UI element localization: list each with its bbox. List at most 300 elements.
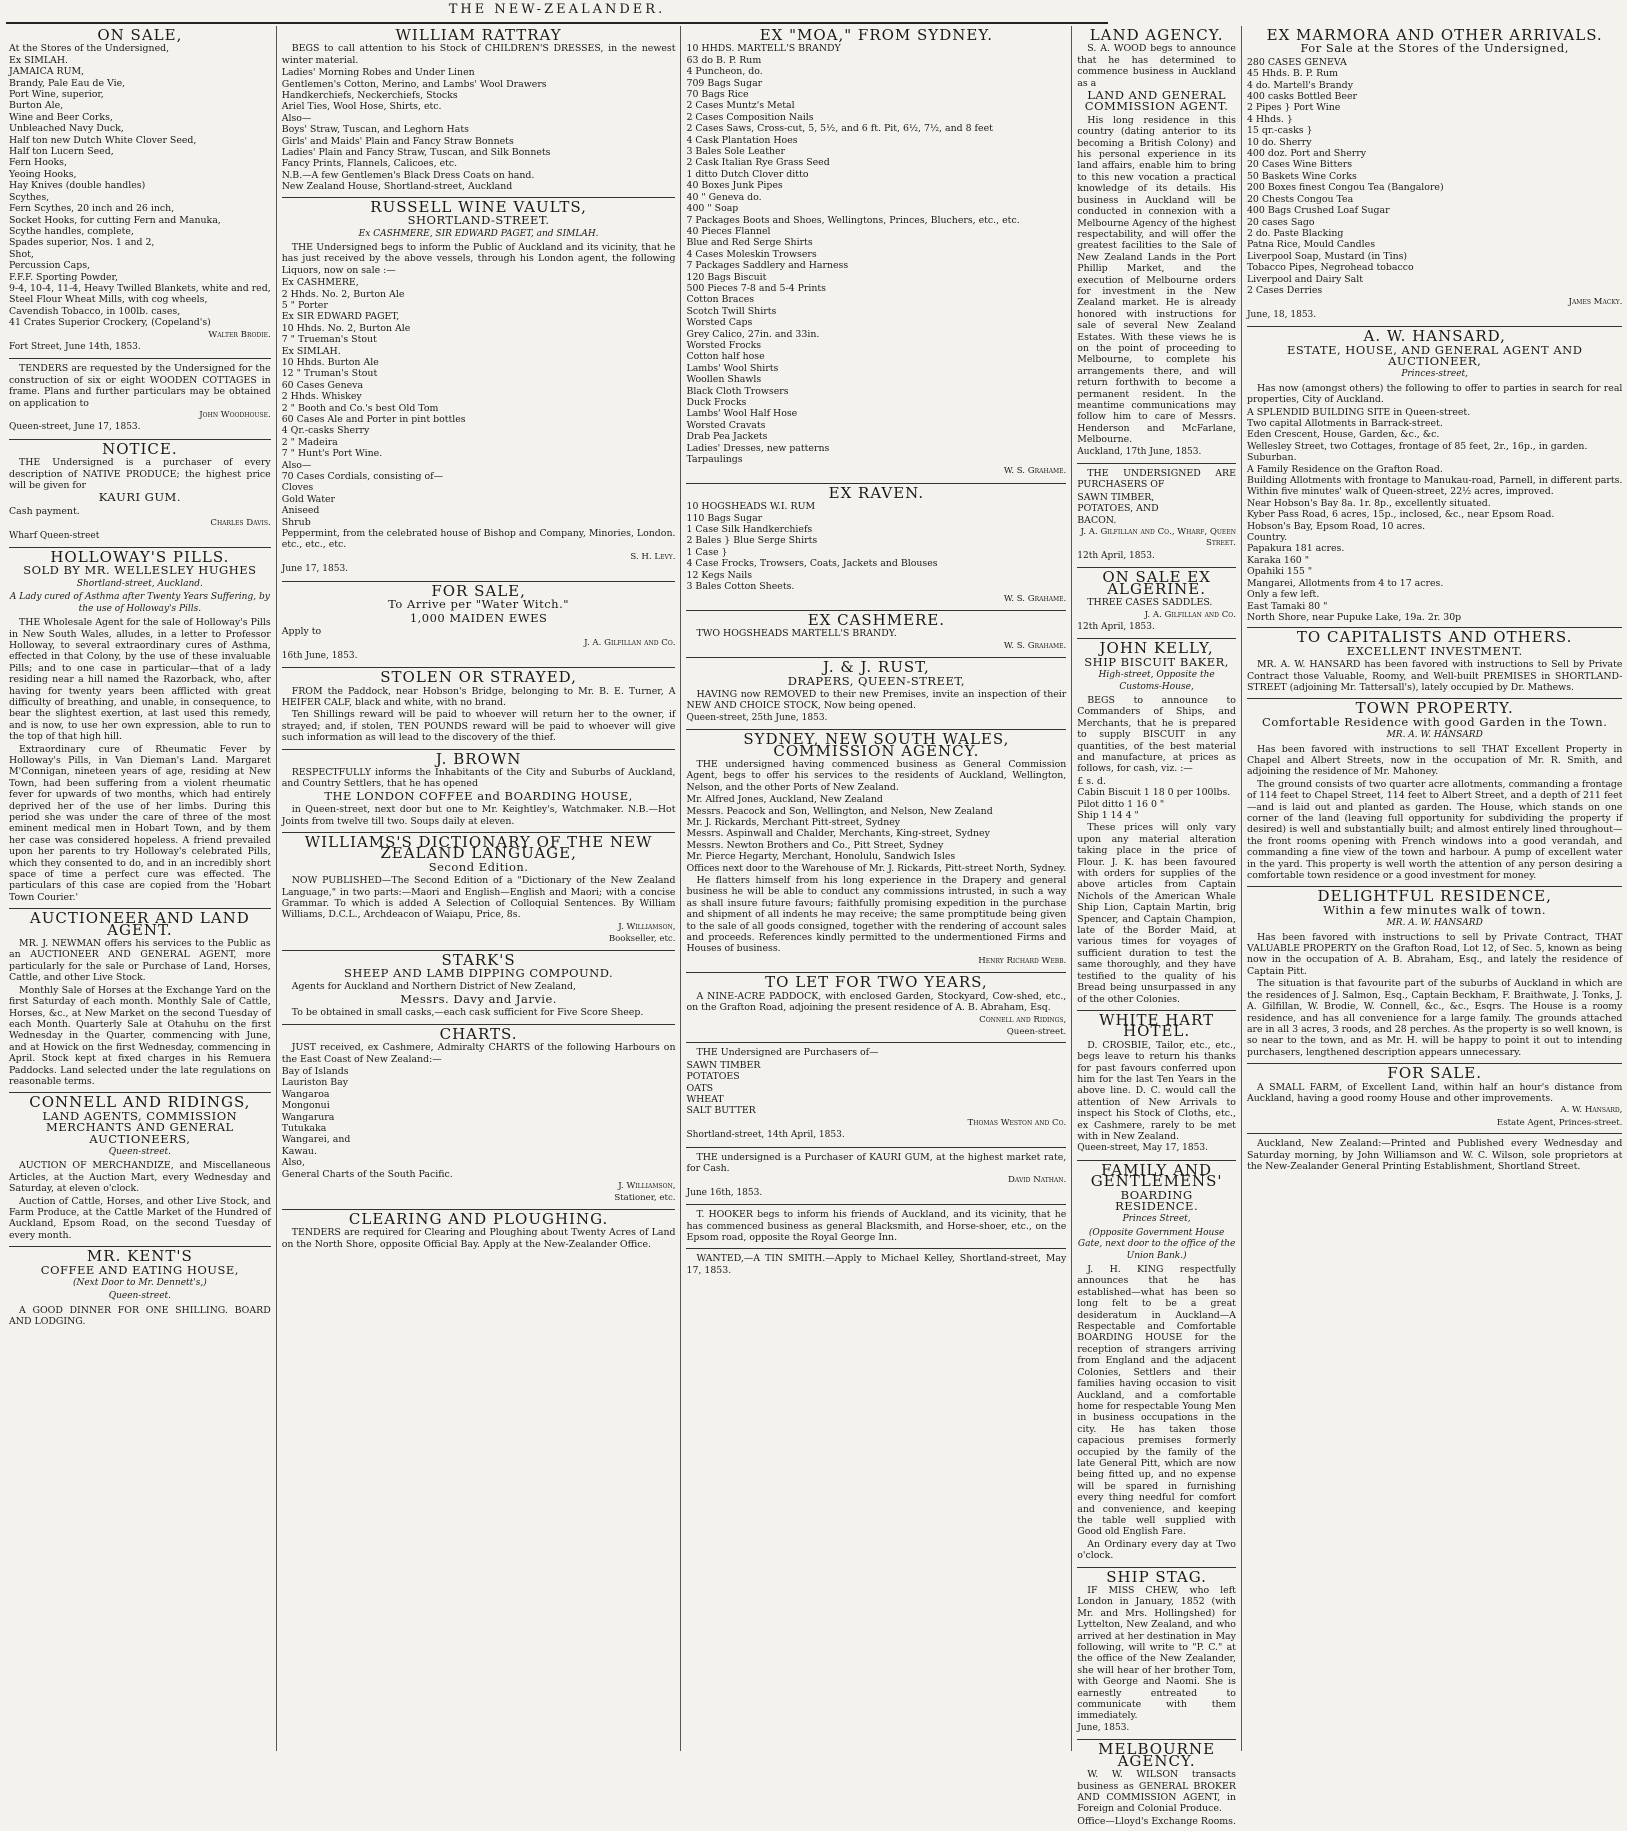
ad-title: CHARTS. (439, 1024, 518, 1043)
ad-date: June 16th, 1853. (686, 1187, 763, 1198)
ad-subtitle: Second Edition. (428, 859, 529, 874)
ad-list-item: Ex SIR EDWARD PAGET, (281, 311, 400, 323)
ad-list-item: Duck Frocks (686, 397, 747, 408)
ad-list-item: Fern Scythes, 20 inch and 26 inch, (9, 203, 175, 215)
ad-subtitle: LAND AGENTS, COMMISSION MERCHANTS AND GENERAL AUCTIONEERS, (42, 1108, 238, 1146)
ad-list-item: Yeoing Hooks, (9, 168, 77, 180)
ad-list-item: Also, (281, 1157, 305, 1169)
advertisement (686, 1249, 1066, 1281)
ad-body: AUCTION OF MERCHANDIZE, and Miscellaneous Articles, at the Auction Mart, every Wednesday and Saturday, at eleven o'clock. (9, 1160, 271, 1195)
ad-list-item: £ s. d. (1077, 775, 1106, 787)
ad-list-item: BACON. (1077, 514, 1117, 526)
ad-signature-line: Estate Agent, Princes-street. (1496, 1117, 1623, 1128)
ad-signature: J. A. Gilfillan and Co. (1144, 609, 1236, 620)
ad-body: Auckland, New Zealand:—Printed and Published every Wednesday and Saturday morning, by John Williamson and W. C. Wilson, sole proprietors at the New-Zealander General Printing Establishment, Shortland Street. (1246, 1138, 1623, 1172)
ad-body: W. W. WILSON transacts business as GENERAL BROKER AND COMMISSION AGENT, in Foreign and Colonial Produce. (1077, 1769, 1236, 1815)
ad-list-item: Messrs. Newton Brothers and Co., Pitt Street, Sydney (686, 839, 944, 851)
column-2 (277, 26, 682, 1751)
ad-subheading: High-street, Opposite the Customs-House, (1098, 670, 1215, 692)
ad-body: MR. J. NEWMAN offers his services to the Public as an AUCTIONEER AND GENERAL AGENT, more particularly for the sale or Purchase of Land, Horses, Cattle, and other Live Stock. (9, 938, 271, 984)
ad-subtitle: For Sale at the Stores of the Undersigned, (1300, 41, 1569, 56)
ad-subtitle: EXCELLENT INVESTMENT. (1346, 643, 1523, 658)
ad-body: The situation is that favourite part of the suburbs of Auckland in which are the residences of J. Salmon, Esq., Captain Beckham, F. Braithwate, J. Tonks, J. A. Gilfillan, W. Brodie, W. Connell, &c., &c., Esqrs. The House is a roomy residence, and has all convenience for a large family. The grounds attached are in all 3 acres, 3 roods, and 28 perches. As the property is so well known, is so near to the town, and as Mr. H. will be happy to point it out to intending purchasers, lengthened description appears unnecessary. (1246, 978, 1623, 1058)
ad-subheading: Princes-street, (1401, 369, 1469, 380)
ad-body: THE undersigned is a Purchaser of KAURI GUM, at the highest market rate, for Cash. (686, 1151, 1067, 1174)
ad-date: Queen-street, June 17, 1853. (9, 422, 141, 433)
ad-body: JUST received, ex Cashmere, Admiralty CHARTS of the following Harbours on the East Coast of New Zealand:— (281, 1042, 676, 1065)
ad-body: J. H. KING respectfully announces that he has established—what has been so long felt to be a great desideratum in Auckland—A Respectable and Comfortable BOARDING HOUSE for the reception of strangers arriving from England and the adjacent Colonies, Settlers and their families having occasion to visit Auckland, and a comfortable home for respectable Young Men in business occupations in the city. He has taken those capacious premises formerly occupied by the family of the late General Pitt, which are now being fitted up, and no expense will be spared in furnishing every thing needful for comfort and convenience, and keeping the table well supplied with Good old English Fare. (1077, 1264, 1236, 1538)
ad-list-item: 20 Cases Wine Bitters (1246, 159, 1353, 171)
ad-subheading: Shortland-street, Auckland. (76, 578, 203, 589)
ad-body: An Ordinary every day at Two o'clock. (1077, 1538, 1236, 1562)
ad-list-item: 7 " Trueman's Stout (281, 334, 377, 346)
advertisement (1247, 887, 1622, 1064)
ad-title: AUCTIONEER AND LAND AGENT. (29, 909, 250, 939)
ad-subheading: MR. A. W. HANSARD (1386, 918, 1483, 929)
ad-signature: James Macky. (1568, 297, 1623, 308)
ad-list-item: North Shore, near Pupuke Lake, 19a. 2r. 30p (1246, 611, 1462, 623)
ad-list-item: 2 do. Paste Blacking (1246, 227, 1344, 239)
ad-list-item: Steel Flour Wheat Mills, with cog wheels, (9, 294, 208, 306)
ad-inline-heading: LAND AND GENERAL COMMISSION AGENT. (1084, 88, 1229, 114)
ad-signature: Connell and Ridings, (979, 1014, 1067, 1025)
ad-list-item: Ex SIMLAH. (281, 345, 341, 357)
ad-signature-line: Queen-street. (1006, 1026, 1067, 1037)
ad-list-item: 4 Puncheon, do. (686, 66, 763, 78)
ad-title: TO CAPITALISTS AND OTHERS. (1296, 628, 1573, 647)
ad-body: His long residence in this country (dating anterior to its becoming a British Colony) and his personal experience in its land affairs, enable him to bring to this new vocation a practical knowledge of its details. His business in Auckland will be conducted in connexion with a Melbourne Agency of the highest respectability, and will offer the greatest facilities to the Sale of New Zealand Lands in the Port Phillip Market, and the execution of Melbourne orders for investment in the New Zealand market. He is already honored with instructions for sale of several New Zealand Estates. With these views he is on the point of proceeding to Melbourne, to complete his arrangements there, and will return forthwith to become a permanent resident. In the meantime communications may follow him to care of Messrs. Henderson and McFarlane, Melbourne. (1077, 114, 1236, 446)
ad-list-item: Gold Water (281, 493, 336, 505)
ad-title: J. & J. RUST, (823, 658, 930, 677)
ad-list-item: Wangarura (281, 1111, 335, 1123)
ad-body: TENDERS are requested by the Undersigned for the construction of six or eight WOODEN COTTAGES in frame. Plans and further particulars may be obtained on application to (9, 363, 271, 409)
ad-list-item: Cabin Biscuit 1 18 0 per 100lbs. (1077, 787, 1231, 799)
ad-signature: W. S. Grahame. (1003, 466, 1067, 477)
ad-list-item: Liverpool and Dairy Salt (1246, 273, 1364, 285)
ad-list-item: Lauriston Bay (281, 1077, 349, 1089)
ad-title: STARK'S (441, 950, 516, 969)
ad-title: RUSSELL WINE VAULTS, (370, 197, 587, 216)
ad-title: SHIP STAG. (1106, 1567, 1207, 1586)
ad-subtitle: SHEEP AND LAMB DIPPING COMPOUND. (343, 966, 614, 981)
ad-list-item: Spades superior, Nos. 1 and 2, (9, 237, 155, 249)
ad-list-item: Brandy, Pale Eau de Vie, (9, 77, 126, 89)
ad-title: HOLLOWAY'S PILLS. (50, 548, 230, 567)
ad-body: TWO HOGSHEADS MARTELL'S BRANDY. (696, 628, 897, 640)
advertisement (686, 658, 1066, 730)
ad-subtitle: Comfortable Residence with good Garden in the Town. (1262, 714, 1608, 729)
ad-list-item: Cotton Braces (686, 294, 755, 306)
ad-list-item: 20 Chests Congou Tea (1246, 193, 1354, 205)
ad-inline-heading: 1,000 MAIDEN EWES (409, 610, 548, 625)
ad-list-item: 63 do B. P. Rum (686, 54, 762, 66)
ad-date: Shortland-street, 14th April, 1853. (686, 1130, 845, 1141)
ad-body: Ten Shillings reward will be paid to whoever will return her to the owner, if strayed; and, if stolen, TEN POUNDS reward will be paid to whoever will give such information as will lead to the discovery of the thief. (281, 709, 676, 744)
ad-inline-heading: KAURI GUM. (98, 490, 181, 505)
ad-list-item: Black Cloth Trowsers (686, 385, 789, 397)
ad-subheading: Queen-street. (108, 1146, 172, 1157)
ad-list-item: Hobson's Bay, Epsom Road, 10 acres. (1246, 520, 1426, 532)
ad-list-item: Wangaroa (281, 1088, 330, 1100)
ad-list-item: Cavendish Tobacco, in 100lb. cases, (9, 305, 181, 317)
ad-date: June, 1853. (1077, 1722, 1130, 1733)
ad-body: D. CROSBIE, Tailor, etc., etc., begs leave to return his thanks for past favours conferred upon him for the last Ten Years in the above line. D. C. would call the attention of New Arrivals to inspect his Stock of Cloths, etc., ex Cashmere, rarely to be met with in New Zealand. (1077, 1039, 1236, 1142)
ad-date: 16th June, 1853. (281, 650, 358, 661)
ad-list-item: Within five minutes' walk of Queen-street, 22½ acres, improved. (1246, 486, 1554, 498)
ad-inline-heading: Messrs. Davy and Jarvie. (400, 991, 557, 1006)
ad-title: J. BROWN (435, 749, 522, 768)
ad-list-item: Mongonui (281, 1100, 330, 1112)
ad-subtitle: SOLD BY MR. WELLESLEY HUGHES (23, 563, 257, 578)
ad-title: FAMILY AND GENTLEMENS' (1090, 1160, 1223, 1191)
ad-list-item: Lambs' Wool Half Hose (686, 408, 798, 420)
ad-list-item: Tutukaka (281, 1122, 327, 1134)
ad-list-item: Also— (281, 112, 312, 124)
ad-list-item: 3 Bales Sole Leather (686, 146, 786, 158)
advertisement (282, 1210, 676, 1255)
advertisement (282, 26, 676, 198)
ad-signature-line: Bookseller, etc. (608, 934, 676, 945)
ad-list-item: 709 Bags Sugar (686, 77, 763, 89)
ad-list-item: 2 " Booth and Co.'s best Old Tom (281, 402, 439, 414)
column-3 (681, 26, 1072, 1751)
ad-signature: J. Williamson, (618, 921, 676, 932)
ad-signature: S. H. Levy. (630, 551, 676, 562)
ad-list-item: Hay Knives (double handles) (9, 180, 146, 192)
ad-list-item: 10 do. Sherry (1246, 136, 1312, 148)
ad-list-item: 50 Baskets Wine Corks (1246, 170, 1357, 182)
ad-body: THE Undersigned are Purchasers of— (696, 1047, 879, 1059)
advertisement (686, 730, 1066, 973)
ad-list-item: 2 Bales } Blue Serge Shirts (686, 535, 818, 547)
advertisement (1247, 1064, 1622, 1134)
ad-list-item: 2 Cask Italian Rye Grass Seed (686, 157, 830, 169)
ad-body: THE Undersigned is a purchaser of every description of NATIVE PRODUCE; the highest price will be given for (9, 457, 271, 492)
ad-list-item: 7 " Hunt's Port Wine. (281, 448, 383, 460)
ad-signature: Henry Richard Webb. (978, 955, 1067, 966)
ad-title: LAND AGENCY. (1089, 26, 1224, 44)
ad-list-item: 4 do. Martell's Brandy (1246, 79, 1353, 91)
ad-title: CLEARING AND PLOUGHING. (348, 1209, 609, 1228)
ad-list-item: Grey Calico, 27in. and 33in. (686, 328, 820, 340)
advertisement (9, 548, 271, 909)
ad-list-item: N.B.—A few Gentlemen's Black Dress Coats on hand. (281, 169, 535, 181)
ad-list-item: 2 Cases Muntz's Metal (686, 100, 795, 112)
ad-list-item: POTATOES, AND (1077, 503, 1159, 515)
ad-list-item: Socket Hooks, for cutting Fern and Manuka, (9, 214, 221, 226)
ad-list-item: 400 doz. Port and Sherry (1246, 148, 1367, 160)
ad-title: EX RAVEN. (828, 483, 925, 502)
ad-list-item: Cloves (281, 482, 314, 494)
ad-list-item: 60 Cases Ale and Porter in pint bottles (281, 414, 466, 425)
ad-list-item: 1 Case } (686, 546, 728, 558)
ad-list-item: 10 Hhds. No. 2, Burton Ale (281, 322, 411, 334)
ad-list-item: Apply to (281, 625, 322, 637)
advertisement (9, 1247, 271, 1332)
ad-title: STOLEN OR STRAYED, (380, 668, 577, 687)
ad-list-item: 2 Pipes } Port Wine (1246, 102, 1341, 114)
ad-body: To be obtained in small casks,—each cask sufficient for Five Score Sheep. (291, 1007, 644, 1019)
ad-date: 12th April, 1853. (1077, 621, 1155, 632)
ad-list-item: 70 Cases Cordials, consisting of— (281, 471, 444, 483)
ad-subtitle: To Arrive per "Water Witch." (388, 597, 570, 612)
ad-list-item: POTATOES (686, 1071, 740, 1083)
column-4 (1072, 26, 1242, 1827)
ad-list-item: Woollen Shawls (686, 374, 762, 386)
advertisement (282, 582, 676, 668)
ad-list-item: 120 Bags Biscuit (686, 271, 767, 283)
ad-body: These prices will only vary upon any material alteration taking place in the price of Flour. J. K. has been favoured with orders for supplies of the above articles from Captain Nichols of the American Whale Ship Lion, Captain Martin, brig Spencer, and Captain Champion, late of the Border Maid, at various times for voyages of sufficient duration to test the same thoroughly, and they have testified to the quality of his Bread being unsurpassed in any of the other Colonies. (1077, 822, 1236, 1005)
advertisement (686, 973, 1066, 1043)
ad-signature: J. A. Gilfillan and Co., Wharf, Queen Street. (1080, 527, 1236, 549)
ad-list-item: Liverpool Soap, Mustard (in Tins) (1246, 250, 1408, 262)
ad-signature: J. A. Gilfillan and Co. (584, 638, 676, 649)
ad-body: He flatters himself from his long experience in the Drapery and general business he will be able to conduct any commissions intrusted, in such a way as shall insure future favours; faithfully promising expedition in the purchase and shipment of all indents he may receive; the same promptitude being given to the sale of all goods consigned, together with the rendering of account sales and proceeds. References kindly permitted to the undermentioned Firms and Houses of business. (686, 875, 1067, 955)
ad-list-item: Eden Crescent, House, Garden, &c., &c. (1246, 429, 1440, 441)
ad-signature: W. S. Grahame. (1003, 593, 1067, 604)
ad-list-item: 2 Cases Saws, Cross-cut, 5, 5½, and 6 ft. Pit, 6½, 7½, and 8 feet (686, 123, 993, 135)
ad-list-item: Worsted Cravats (686, 419, 766, 431)
ad-title: WILLIAM RATTRAY (395, 26, 562, 44)
ad-list-item: Messrs. Peacock and Son, Wellington, and Nelson, New Zealand (686, 805, 993, 817)
ad-list-item: 2 Hhds. Whiskey (281, 391, 362, 403)
ad-inline-heading: THE LONDON COFFEE and BOARDING HOUSE, (324, 788, 633, 803)
ad-body: Extraordinary cure of Rheumatic Fever by Holloway's Pills, in Van Dieman's Land. Margaret M'Connigan, nineteen years of age, residing at New Town, had been suffering from a violent rheumatic fever for upwards of two months, which had entirely deprived her of the use of her limbs. During this period she was under the care of three of the most eminent medical men in Hobart Town, and by them her case was considered hopeless. A friend prevailed upon her parents to try Holloway's celebrated Pills, which they consented to do, and in an incredibly short space of time a perfect cure was effected. The particulars of this case are copied from the 'Hobart Town Courier.' (9, 743, 271, 903)
advertisement (1077, 26, 1236, 464)
ad-list-item: Ship 1 14 4 " (1077, 810, 1139, 821)
ad-title: FOR SALE. (1387, 1064, 1482, 1083)
ad-list-item: Scotch Twill Shirts (686, 305, 777, 317)
ad-list-item: Also— (281, 459, 312, 471)
advertisement (1077, 464, 1236, 568)
ad-list-item: Messrs. Aspinwall and Chalder, Merchants, King-street, Sydney (686, 828, 990, 840)
ad-list-item: Suburban. (1246, 452, 1297, 464)
advertisement (1247, 26, 1622, 327)
ad-list-item: Building Allotments with frontage to Manukau-road, Parnell, in different parts. (1246, 475, 1623, 487)
ad-list-item: Mr. J. Rickards, Merchant Pitt-street, Sydney (686, 817, 901, 828)
ad-list-item: A Family Residence on the Grafton Road. (1246, 463, 1443, 475)
ad-list-item: 70 Bags Rice (686, 89, 749, 101)
advertisement (1077, 639, 1236, 1011)
ad-list-item: Aniseed (281, 505, 320, 517)
masthead: THE NEW-ZEALANDER. (6, 0, 1108, 24)
ad-list-item: OATS (686, 1082, 714, 1094)
ad-subtitle: BOARDING RESIDENCE. (1115, 1187, 1199, 1213)
ad-list-item: Gentlemen's Cotton, Merino, and Lambs' Wool Drawers (281, 78, 547, 90)
column-5 (1242, 26, 1627, 1751)
ad-list-item: 400 casks Bottled Beer (1246, 91, 1358, 103)
advertisement (1077, 1740, 1236, 1831)
ad-list-item: 40 " Geneva do. (686, 191, 762, 203)
ad-list-item: Offices next door to the Warehouse of Mr. J. Rickards, Pitt-street North, Sydney. (686, 862, 1067, 874)
ad-body: THE undersigned having commenced business as General Commission Agent, begs to offer his services to the residents of Auckland, Wellington, Nelson, and the other Ports of New Zealand. (686, 758, 1067, 793)
ad-list-item: 10 HHDS. MARTELL'S BRANDY (686, 43, 841, 55)
ad-list-item: 4 Cases Moleskin Trowsers (686, 248, 817, 260)
ad-list-item: WHEAT (686, 1093, 724, 1105)
ad-list-item: F.F.F. Sporting Powder, (9, 271, 118, 283)
ad-signature-line: Stationer, etc. (614, 1193, 676, 1204)
ad-body: S. A. WOOD begs to announce that he has determined to commence business in Auckland as a (1077, 43, 1236, 89)
ad-list-item: Handkerchiefs, Neckerchiefs, Stocks (281, 90, 458, 102)
ad-body: A GOOD DINNER FOR ONE SHILLING. BOARD AND LODGING. (9, 1304, 271, 1328)
ad-title: FOR SALE, (431, 581, 526, 600)
ad-list-item: Tarpaulings (686, 454, 743, 466)
ad-list-item: Papakura 181 acres. (1246, 543, 1345, 555)
ad-list-item: Percussion Caps, (9, 260, 91, 272)
ad-date: Auckland, 17th June, 1853. (1077, 446, 1202, 457)
ad-list-item: Mr. Pierce Hegarty, Merchant, Honolulu, Sandwich Isles (686, 851, 956, 863)
ad-list-item: Patna Rice, Mould Candles (1246, 239, 1376, 251)
ad-title: EX MARMORA AND OTHER ARRIVALS. (1266, 26, 1603, 44)
ad-list-item: SAWN TIMBER, (1077, 491, 1155, 503)
ad-list-item: Wellesley Street, two Cottages, frontage of 85 feet, 2r., 16p., in garden. (1246, 440, 1588, 452)
ad-list-item: Peppermint, from the celebrated house of Bishop and Company, Minories, London. (281, 528, 676, 540)
ad-subheading: (Opposite Government House Gate, next door to the office of the Union Bank.) (1077, 1227, 1236, 1261)
ad-list-item: Bay of Islands (281, 1065, 349, 1077)
ad-subheading: (Next Door to Mr. Dennett's,) (72, 1278, 207, 1289)
ad-body: THE Undersigned begs to inform the Public of Auckland and its vicinity, that he has just received by the above vessels, through his London agent, the following Liquors, now on sale :— (281, 241, 676, 276)
ad-list-item: 12 Kegs Nails (686, 569, 753, 581)
ad-body: RESPECTFULLY informs the Inhabitants of the City and Suburbs of Auckland, and Country Settlers, that he has opened (281, 766, 676, 790)
ad-title: A. W. HANSARD, (1363, 327, 1506, 346)
ad-subtitle: DRAPERS, QUEEN-STREET, (787, 673, 965, 688)
ad-body: MR. A. W. HANSARD has been favored with instructions to Sell by Private Contract those Valuable, Roomy, and Well-built PREMISES in SHORTLAND-STREET (adjoining Mr. Tattersall's), lately occupied by Dr. Mathews. (1246, 659, 1623, 693)
ad-list-item: East Tamaki 80 " (1246, 600, 1328, 612)
ad-list-item: 45 Hhds. B. P. Rum (1246, 68, 1339, 80)
ad-list-item: 1 Case Silk Handkerchiefs (686, 524, 813, 536)
ad-list-item: 9-4, 10-4, 11-4, Heavy Twilled Blankets, white and red, (9, 282, 271, 294)
advertisement (282, 1025, 676, 1210)
ad-list-item: Karaka 160 " (1246, 554, 1310, 566)
ad-list-item: Pilot ditto 1 16 0 " (1077, 798, 1165, 810)
ad-signature: Walter Brodie. (208, 329, 271, 340)
ad-title: TO LET FOR TWO YEARS, (765, 973, 988, 992)
advertisement (1077, 1161, 1236, 1568)
ad-list-item: Half ton new Dutch White Clover Seed, (9, 134, 197, 146)
ad-list-item: Kyber Pass Road, 6 acres, 15p., inclosed, &c., near Epsom Road. (1246, 509, 1555, 521)
ad-list-item: Worsted Frocks (686, 339, 762, 351)
ad-list-item: 400 Bags Crushed Loaf Sugar (1246, 205, 1390, 217)
ad-list-item: 280 CASES GENEVA (1246, 56, 1347, 68)
ad-signature: John Woodhouse. (199, 410, 271, 420)
ad-body: FROM the Paddock, near Hobson's Bridge, belonging to Mr. B. E. Turner, A HEIFER CALF, black and white, with no brand. (281, 685, 676, 708)
ad-date: Queen-street, 25th June, 1853. (686, 712, 828, 723)
ad-list-item: 200 Boxes finest Congou Tea (Bangalore) (1246, 182, 1444, 194)
ad-list-item: Ladies' Plain and Fancy Straw, Tuscan, and Silk Bonnets (281, 147, 551, 159)
ad-list-item: Wangarei, and (281, 1134, 351, 1146)
advertisement (1247, 699, 1622, 887)
ad-list-item: Only a few left. (1246, 589, 1320, 601)
advertisement (282, 668, 676, 749)
ad-list-item: SAWN TIMBER (686, 1059, 761, 1071)
ad-list-item: 7 Packages Saddlery and Harness (686, 260, 849, 272)
advertisement (1247, 628, 1622, 699)
ad-body: A NINE-ACRE PADDOCK, with enclosed Garden, Stockyard, Cow-shed, etc., on the Grafton Road, adjoining the present residence of A. B. Abraham, Esq. (686, 990, 1067, 1014)
ad-list-item: 41 Crates Superior Crockery, (Copeland's) (9, 317, 211, 329)
ad-list-item: 10 Hhds. Burton Ale (281, 356, 379, 368)
ad-title: WHITE HART HOTEL. (1099, 1010, 1215, 1041)
ad-list-item: Unbleached Navy Duck, (9, 123, 124, 135)
ad-list-item: Two capital Allotments in Barrack-street. (1246, 418, 1443, 429)
columns (4, 26, 1623, 1827)
advertisement (686, 611, 1066, 658)
ad-list-item: Kawau. (281, 1145, 317, 1157)
ad-list-item: 400 " Soap (686, 203, 739, 215)
ad-list-item: 60 Cases Geneva (281, 379, 364, 391)
ad-list-item: 2 Cases Composition Nails (686, 111, 814, 123)
ad-date: Fort Street, June 14th, 1853. (9, 341, 141, 352)
ad-subtitle: Within a few minutes walk of town. (1323, 902, 1547, 917)
ad-body: IF MISS CHEW, who left London in January, 1852 (with Mr. and Mrs. Hollingshed) for Lyttelton, New Zealand, and who arrived at her destination in May following, will write to "P. C." at the office of the New Zealander, she will hear of her brother Tom, with George and Naomi. She is earnestly entreated to communicate with them immediately. (1077, 1585, 1236, 1722)
ad-body: BEGS to call attention to his Stock of CHILDREN'S DRESSES, in the newest winter material. (281, 43, 676, 66)
ad-italic-note: A Lady cured of Asthma after Twenty Years Suffering, by the use of Holloway's Pills. (9, 592, 270, 614)
ad-list-item: Burton Ale, (9, 100, 64, 112)
ad-title: EX CASHMERE. (807, 610, 946, 629)
ad-body: Has been favored with instructions to sell THAT Excellent Property in Chapel and Albert Streets, now in the occupation of Mr. R. Smith, and adjoining the residence of Mr. Mahoney. (1246, 743, 1623, 778)
advertisement (1077, 1011, 1236, 1161)
ad-signature: W. S. Grahame. (1003, 640, 1067, 651)
ad-list-item: General Charts of the South Pacific. (281, 1168, 453, 1180)
ad-list-item: 3 Bales Cotton Sheets. (686, 581, 795, 593)
ad-date: 12th April, 1853. (1077, 550, 1155, 561)
ad-list-item: Country. (1246, 532, 1288, 544)
ad-title: DELIGHTFUL RESIDENCE, (1317, 887, 1552, 906)
ad-list-item: 2 " Madeira (281, 436, 338, 448)
ad-body: Monthly Sale of Horses at the Exchange Yard on the first Saturday of each month. Monthly Sale of Cattle, Horses, &c., at New Market on the second Tuesday of each Month. Quarterly Sale at Otahuhu on the first Wednesday in the Quarter, commencing with June, and at Howick on the first Wednesday, commencing in April. Stock kept at fixed charges in his Remuera Paddocks. Land selected under the late regulations on reasonable terms. (9, 984, 271, 1087)
ad-list-item: Shrub (281, 516, 311, 528)
ad-title: JOHN KELLY, (1099, 639, 1214, 658)
ad-body: TENDERS are required for Clearing and Ploughing about Twenty Acres of Land on the North Shore, opposite Official Bay. Apply at the New-Zealander Office. (281, 1227, 676, 1250)
ad-body: THE UNDERSIGNED ARE PURCHASERS OF (1077, 468, 1236, 491)
ad-body: Auction of Cattle, Horses, and other Live Stock, and Farm Produce, at the Cattle Market of the Hundred of Auckland, Epsom Road, on the second Tuesday of every month. (9, 1195, 271, 1241)
ad-list-item: JAMAICA RUM, (9, 66, 85, 78)
ad-list-item: 4 Qr.-casks Sherry (281, 425, 370, 437)
ad-list-item: etc., etc., etc. (281, 539, 347, 551)
advertisement (282, 750, 676, 833)
ad-date: June, 18, 1853. (1246, 309, 1317, 320)
ad-list-item: Ladies' Morning Robes and Under Linen (281, 67, 475, 79)
advertisement (686, 1043, 1066, 1147)
ad-body: Has now (amongst others) the following to offer to parties in search for real properties, City of Auckland. (1246, 382, 1623, 406)
ad-signature: David Nathan. (1008, 1175, 1067, 1186)
ad-list-item: 4 Cask Plantation Hoes (686, 134, 798, 146)
ad-list-item: Blue and Red Serge Shirts (686, 237, 813, 249)
ad-title: CONNELL AND RIDINGS, (29, 1093, 251, 1112)
ad-list-item: Boys' Straw, Tuscan, and Leghorn Hats (281, 124, 469, 136)
ad-list-item: 7 Packages Boots and Shoes, Wellingtons, Princes, Bluchers, etc., etc. (686, 214, 1020, 226)
ad-list-item: Office—Lloyd's Exchange Rooms. (1077, 1815, 1236, 1827)
ad-list-item: 5 " Porter (281, 299, 328, 311)
ad-list-item: Fancy Prints, Flannels, Calicoes, etc. (281, 158, 458, 170)
ad-list-item: 20 cases Sago (1246, 216, 1315, 228)
ad-list-item: Ex SIMLAH. (9, 54, 68, 66)
advertisement (282, 951, 676, 1025)
ad-list-item: Ariel Ties, Wool Hose, Shirts, etc. (281, 101, 442, 113)
advertisement (1077, 568, 1236, 639)
ad-list-item: SALT BUTTER (686, 1105, 756, 1117)
ad-body: BEGS to announce to Commanders of Ships, and Merchants, that he is prepared to supply BISCUIT in any quantities, of the best material and manufacture, at prices as follows, for cash, viz. :— (1077, 694, 1236, 775)
ad-body: HAVING now REMOVED to their new Premises, invite an inspection of their NEW AND CHOICE STOCK, Now being opened. (686, 688, 1067, 712)
ad-subheading: MR. A. W. HANSARD (1386, 730, 1483, 741)
ad-list-item: Fern Hooks, (9, 157, 67, 169)
advertisement (1247, 1134, 1622, 1177)
ad-list-item: Scythes, (9, 191, 50, 203)
ad-list-item: A SPLENDID BUILDING SITE in Queen-street. (1246, 406, 1471, 418)
ad-signature: Charles Davis. (210, 518, 271, 529)
ad-list-item: Mr. Alfred Jones, Auckland, New Zealand (686, 794, 883, 806)
ad-list-item: 40 Pieces Flannel (686, 225, 771, 237)
ad-title: TOWN PROPERTY. (1355, 699, 1514, 718)
